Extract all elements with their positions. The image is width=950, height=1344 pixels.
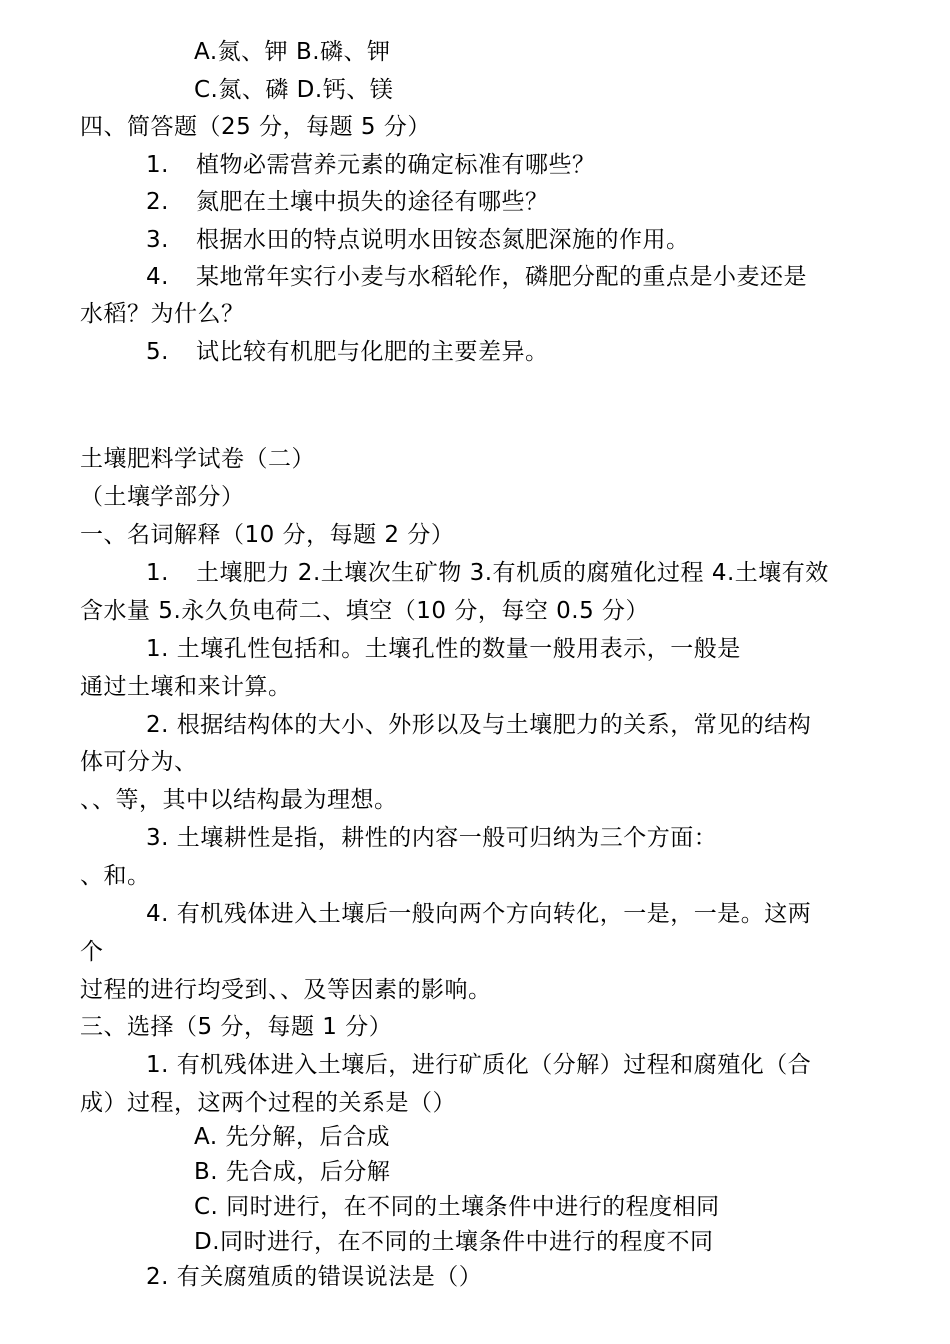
option-line: D.同时进行，在不同的土壤条件中进行的程度不同 [194, 1229, 714, 1255]
question-item [146, 149, 596, 181]
text-line: 、和。 [80, 863, 151, 889]
section-heading: 一、名词解释（10 分，每题 2 分） [80, 522, 455, 548]
item-number: 1. [146, 152, 169, 178]
question-item [146, 557, 829, 589]
text-line: 体可分为、 [80, 749, 198, 775]
section-heading: 四、简答题（25 分，每题 5 分） [80, 114, 431, 140]
part-heading: （土壤学部分） [80, 484, 245, 510]
item-number: 4. [146, 264, 169, 290]
option-line: A.氮、钾 B.磷、钾 [194, 39, 391, 65]
text-line: 通过土壤和来计算。 [80, 674, 292, 700]
text-line: 水稻？为什么？ [80, 301, 245, 327]
text-line: 个 [80, 939, 104, 965]
text-line: 2. 根据结构体的大小、外形以及与土壤肥力的关系，常见的结构 [146, 712, 812, 738]
section-heading: 三、选择（5 分，每题 1 分） [80, 1014, 393, 1040]
option-line: C.氮、磷 D.钙、镁 [194, 77, 394, 103]
item-number: 3. [146, 227, 169, 253]
item-text: 某地常年实行小麦与水稻轮作，磷肥分配的重点是小麦还是 [196, 264, 807, 290]
item-text: 试比较有机肥与化肥的主要差异。 [196, 339, 549, 365]
option-line: B. 先合成，后分解 [194, 1159, 391, 1185]
item-text: 根据水田的特点说明水田铵态氮肥深施的作用。 [196, 227, 690, 253]
question-item [146, 261, 807, 293]
paper-title: 土壤肥料学试卷（二） [80, 446, 315, 472]
text-line: 过程的进行均受到、、及等因素的影响。 [80, 977, 492, 1003]
item-number: 2. [146, 189, 169, 215]
text-line: 1. 土壤孔性包括和。土壤孔性的数量一般用表示，一般是 [146, 636, 741, 662]
text-line: 4. 有机残体进入土壤后一般向两个方向转化，一是，一是。这两 [146, 901, 812, 927]
option-line: C. 同时进行，在不同的土壤条件中进行的程度相同 [194, 1194, 720, 1220]
question-item [146, 336, 549, 368]
item-number: 5. [146, 339, 169, 365]
text-line: 成）过程，这两个过程的关系是（） [80, 1090, 456, 1116]
item-number: 1. [146, 560, 169, 586]
text-line: 、、等，其中以结构最为理想。 [80, 787, 398, 813]
item-text: 植物必需营养元素的确定标准有哪些？ [196, 152, 596, 178]
item-text: 土壤肥力 2.土壤次生矿物 3.有机质的腐殖化过程 4.土壤有效 [196, 560, 829, 586]
text-line: 含水量 5.永久负电荷二、填空（10 分，每空 0.5 分） [80, 598, 650, 624]
text-line: 3. 土壤耕性是指，耕性的内容一般可归纳为三个方面： [146, 825, 718, 851]
question-item [146, 224, 690, 256]
item-text: 氮肥在土壤中损失的途径有哪些？ [196, 189, 549, 215]
text-line: 1. 有机残体进入土壤后，进行矿质化（分解）过程和腐殖化（合 [146, 1052, 812, 1078]
option-line: A. 先分解，后合成 [194, 1124, 390, 1150]
question-item [146, 186, 549, 218]
text-line: 2. 有关腐殖质的错误说法是（） [146, 1264, 483, 1290]
